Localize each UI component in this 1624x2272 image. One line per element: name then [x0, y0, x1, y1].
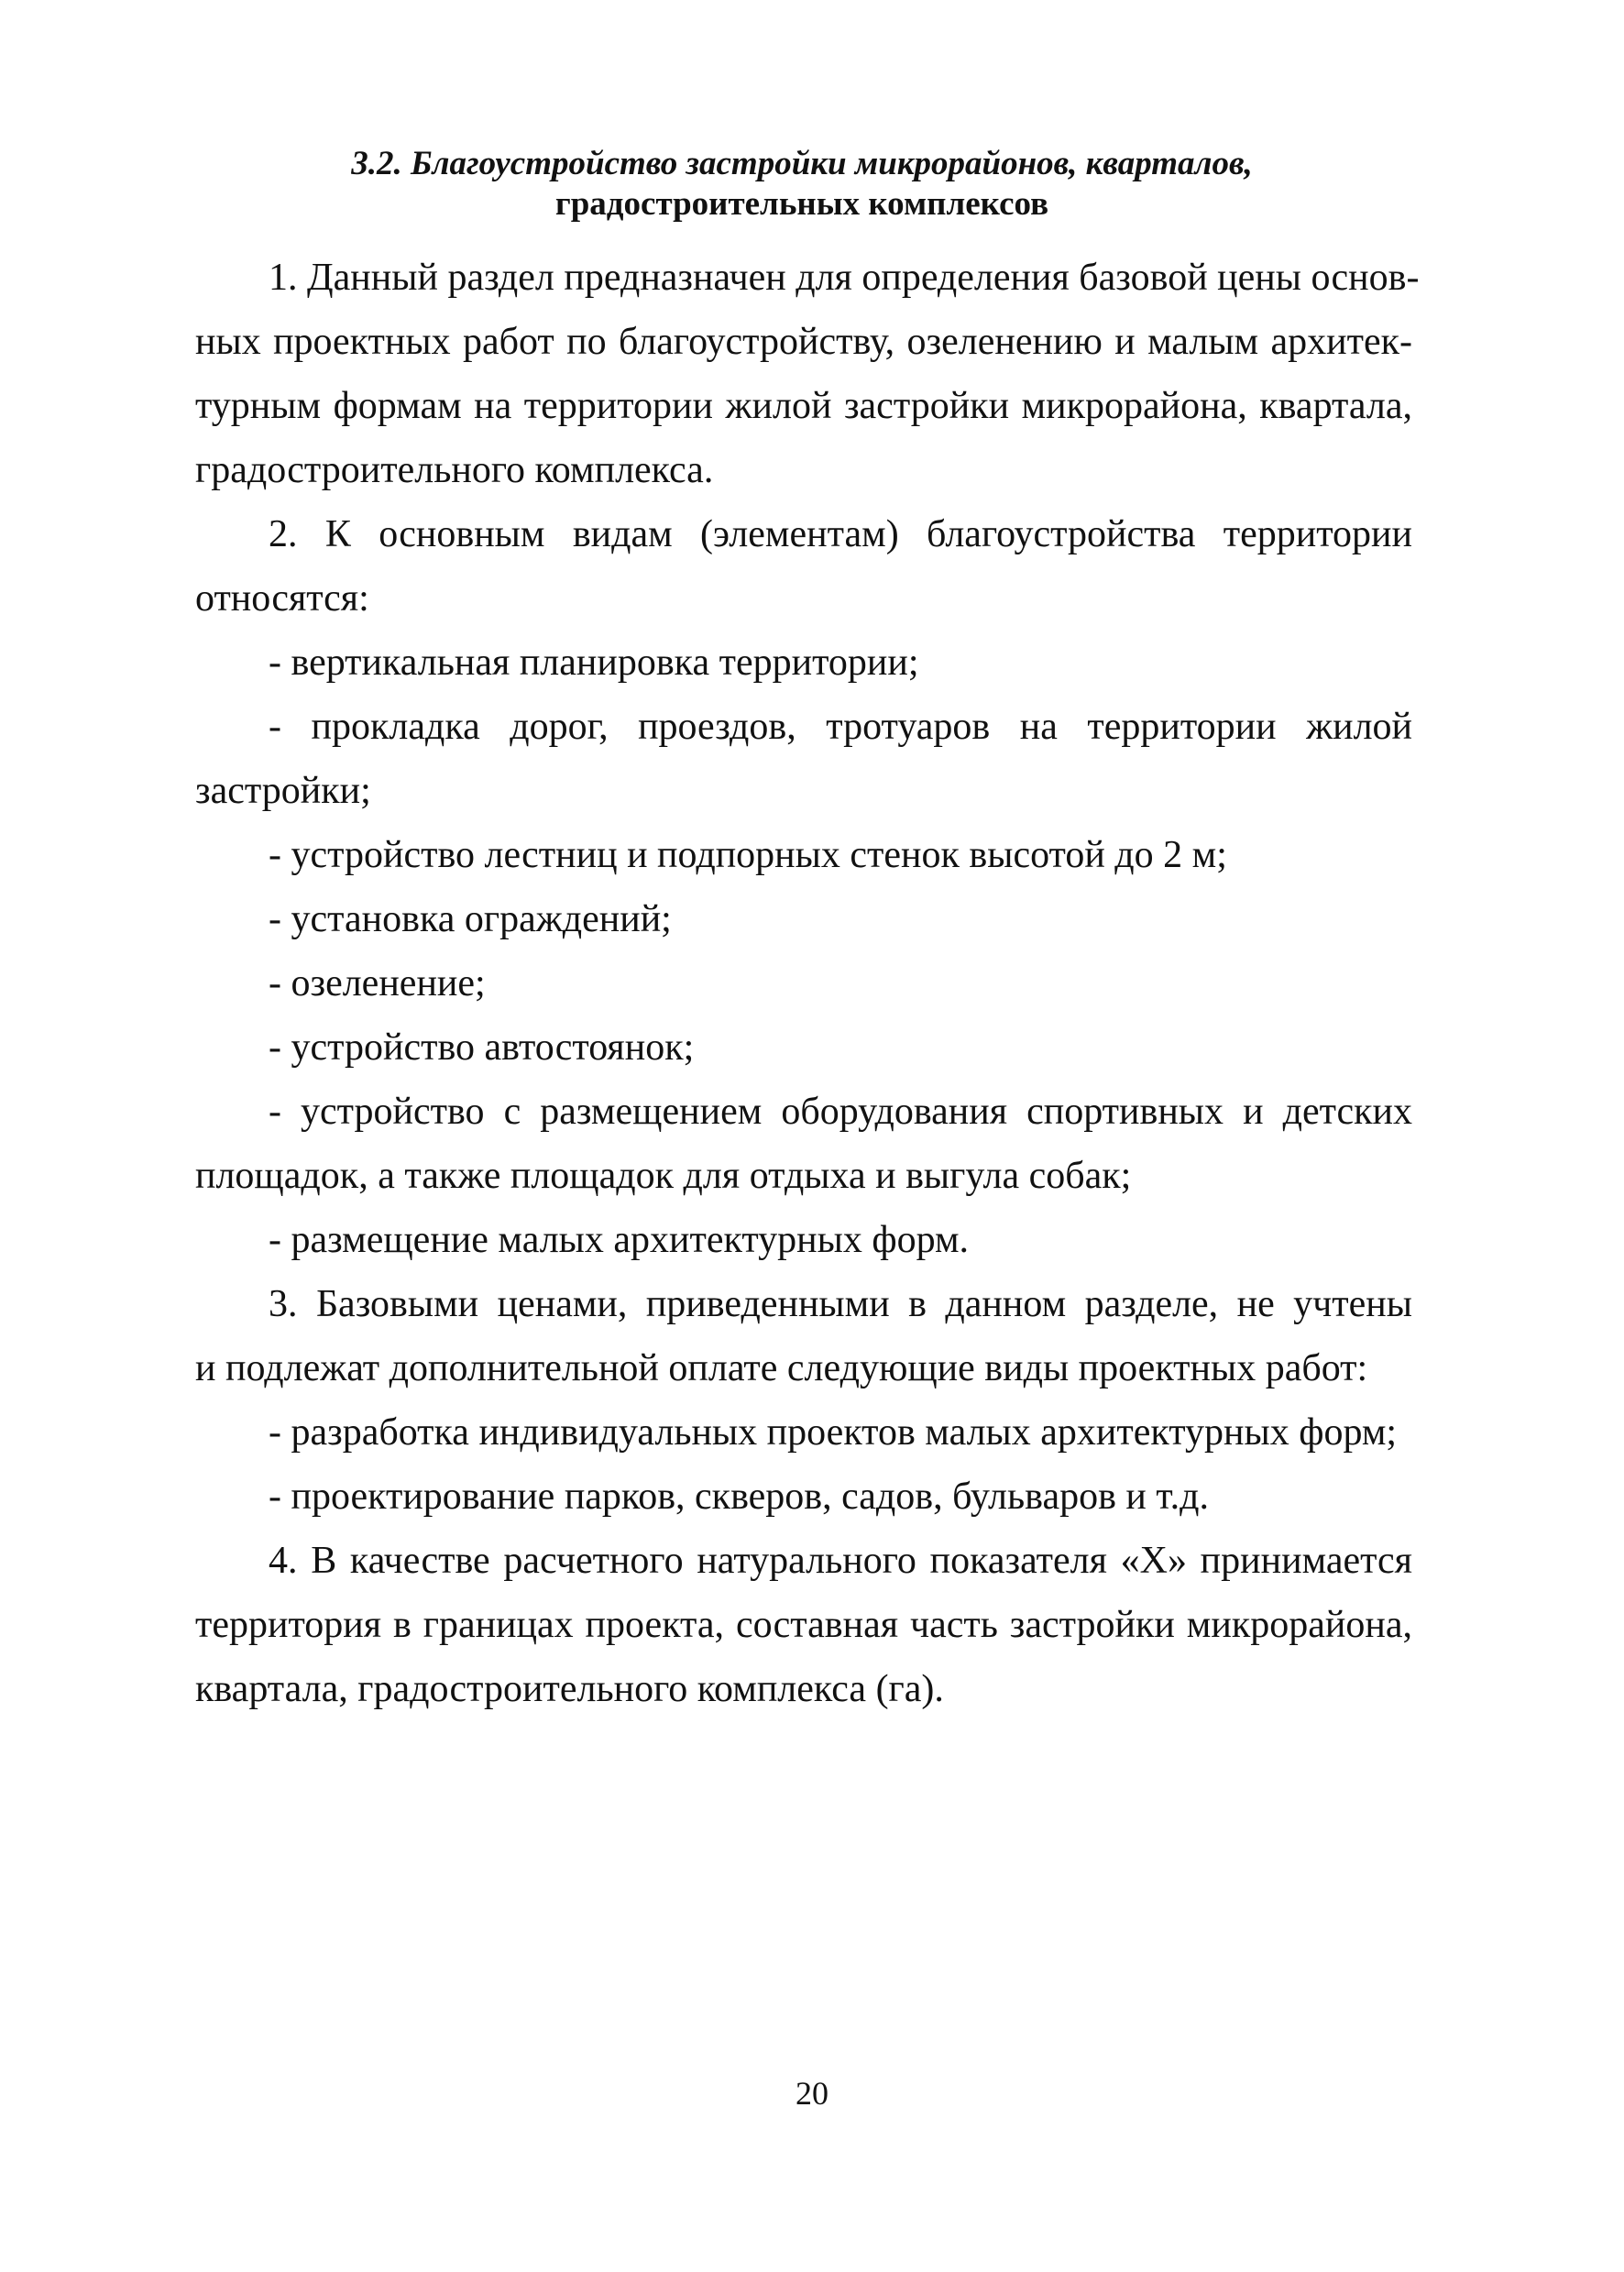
paragraph-1-line-3: турным формам на территории жилой застройки микрорайона, квартала, [195, 385, 1412, 427]
paragraph-4-line-2: территория в границах проекта, составная часть застройки микрорайона, [195, 1604, 1412, 1646]
list-item: - размещение малых архитектурных форм. [269, 1219, 970, 1261]
paragraph-1 [195, 246, 1420, 502]
page-number: 20 [796, 2075, 828, 2112]
paragraph-4 [195, 1529, 1412, 1721]
paragraph-2-line-2: относятся: [195, 577, 369, 620]
list-item: - установка ограждений; [269, 898, 672, 940]
list-item-continuation: площадок, а также площадок для отдыха и выгула собак; [195, 1155, 1132, 1197]
element-list [195, 631, 1412, 1272]
section-title-line-1: 3.2. Благоустройство застройки микрорайонов, кварталов, [351, 145, 1253, 182]
excluded-works-list [195, 1400, 1412, 1529]
paragraph-1-line-1: 1. Данный раздел предназначен для определения базовой цены основ- [269, 257, 1420, 299]
list-item: - устройство автостоянок; [269, 1026, 695, 1069]
list-item: - устройство с размещением оборудования спортивных и детских [269, 1091, 1412, 1133]
paragraph-1-line-2: ных проектных работ по благоустройству, озеленению и малым архитек- [195, 321, 1412, 363]
section-title-line-2: градостроительных комплексов [554, 185, 1049, 223]
list-item: - озеленение; [269, 962, 486, 1004]
paragraph-2 [195, 502, 1412, 631]
paragraph-1-line-4: градостроительного комплекса. [195, 449, 714, 491]
paragraph-4-line-1: 4. В качестве расчетного натурального показателя «Х» принимается [269, 1540, 1412, 1582]
document-body [195, 246, 1420, 1721]
list-item: - вертикальная планировка территории; [269, 642, 919, 684]
paragraph-3-line-2: и подлежат дополнительной оплате следующие виды проектных работ: [195, 1347, 1368, 1389]
paragraph-2-line-1: 2. К основным видам (элементам) благоустройства территории [269, 513, 1412, 555]
paragraph-4-line-3: квартала, градостроительного комплекса (га). [195, 1668, 944, 1710]
list-item: - устройство лестниц и подпорных стенок высотой до 2 м; [269, 834, 1227, 876]
list-item-continuation: застройки; [195, 770, 371, 812]
list-item: - проектирование парков, скверов, садов, бульваров и т.д. [269, 1476, 1209, 1518]
list-item: - разработка индивидуальных проектов малых архитектурных форм; [269, 1411, 1398, 1454]
list-item: - прокладка дорог, проездов, тротуаров на территории жилой [269, 706, 1412, 748]
paragraph-3-line-1: 3. Базовыми ценами, приведенными в данном разделе, не учтены [269, 1283, 1412, 1325]
paragraph-3 [195, 1272, 1412, 1400]
